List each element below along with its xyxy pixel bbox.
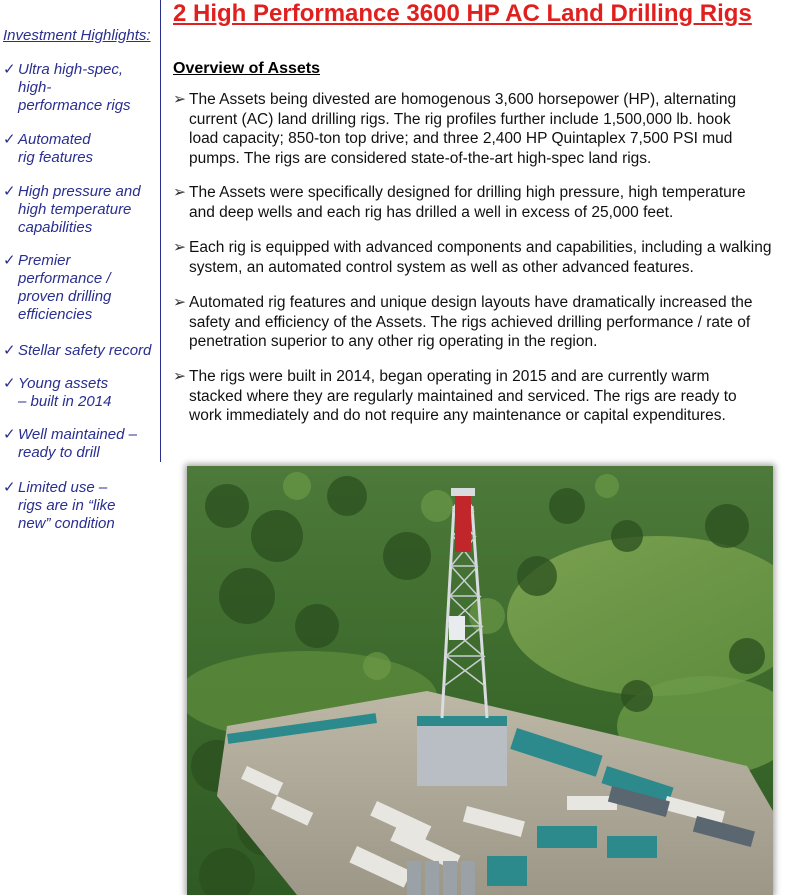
highlight-text: Stellar safety record bbox=[18, 342, 152, 359]
highlight-item bbox=[3, 426, 153, 462]
highlight-text: High pressure and high temperature capabilities bbox=[18, 183, 141, 236]
highlight-text: Young assets – built in 2014 bbox=[18, 375, 112, 410]
bullet-text: The Assets were specifically designed for drilling high pressure, high temperature and deep wells and each rig has drilled a well in excess of 25,000 feet. bbox=[189, 184, 746, 221]
investment-highlights-sidebar bbox=[0, 0, 161, 462]
bullet-text: Each rig is equipped with advanced components and capabilities, including a walking system, an automated control system as well as other advanced features. bbox=[189, 239, 772, 276]
bullet-text: The rigs were built in 2014, began operating in 2015 and are currently warm stacked where they are regularly maintained and serviced. The rigs are ready to work immediately and do not require any maintenance or capital expenditures. bbox=[189, 368, 737, 424]
overview-bullet bbox=[173, 90, 781, 168]
overview-bullet bbox=[173, 238, 781, 277]
investment-highlights-heading: Investment Highlights: bbox=[3, 27, 151, 44]
highlight-text: Automated rig features bbox=[18, 131, 94, 166]
overview-bullet bbox=[173, 293, 781, 352]
checkmark-icon: ✓ bbox=[3, 131, 16, 148]
highlight-item bbox=[3, 131, 153, 167]
overview-bullet bbox=[173, 183, 781, 222]
arrow-bullet-icon: ➢ bbox=[173, 91, 186, 108]
highlight-item bbox=[3, 183, 153, 237]
highlight-item bbox=[3, 375, 153, 411]
highlight-item bbox=[3, 342, 153, 360]
highlight-text: Well maintained – ready to drill bbox=[18, 426, 137, 461]
highlight-item bbox=[3, 479, 153, 533]
highlight-text: Premier performance / proven drilling efficiencies bbox=[18, 252, 112, 323]
highlight-text: Ultra high-spec, high- performance rigs bbox=[18, 61, 131, 114]
checkmark-icon: ✓ bbox=[3, 375, 16, 392]
bullet-text: The Assets being divested are homogenous 3,600 horsepower (HP), alternating current (AC) land drilling rigs. The rig profiles further include 1,500,000 lb. hook load capacity; 850-ton top drive; and three 2,400 HP Quintaplex 7,500 PSI mud pumps. The rigs are considered state-of-the-art high-spec land rigs. bbox=[189, 91, 737, 167]
checkmark-icon: ✓ bbox=[3, 479, 16, 496]
arrow-bullet-icon: ➢ bbox=[173, 294, 186, 311]
bullet-text: Automated rig features and unique design layouts have dramatically increased the safety and efficiency of the Assets. The rigs achieved drilling performance / rate of penetration superior to any other rig operating in the region. bbox=[189, 294, 753, 350]
arrow-bullet-icon: ➢ bbox=[173, 239, 186, 256]
arrow-bullet-icon: ➢ bbox=[173, 368, 186, 385]
checkmark-icon: ✓ bbox=[3, 183, 16, 200]
checkmark-icon: ✓ bbox=[3, 61, 16, 78]
checkmark-icon: ✓ bbox=[3, 426, 16, 443]
highlight-item bbox=[3, 61, 153, 115]
highlight-text: Limited use – rigs are in “like new” condition bbox=[18, 479, 116, 532]
checkmark-icon: ✓ bbox=[3, 342, 16, 359]
overview-bullet bbox=[173, 367, 781, 426]
page-title: 2 High Performance 3600 HP AC Land Drilling Rigs bbox=[173, 0, 752, 27]
arrow-bullet-icon: ➢ bbox=[173, 184, 186, 201]
checkmark-icon: ✓ bbox=[3, 252, 16, 269]
highlight-item bbox=[3, 252, 153, 324]
drilling-rig-photo bbox=[187, 466, 773, 895]
overview-heading: Overview of Assets bbox=[173, 60, 321, 77]
